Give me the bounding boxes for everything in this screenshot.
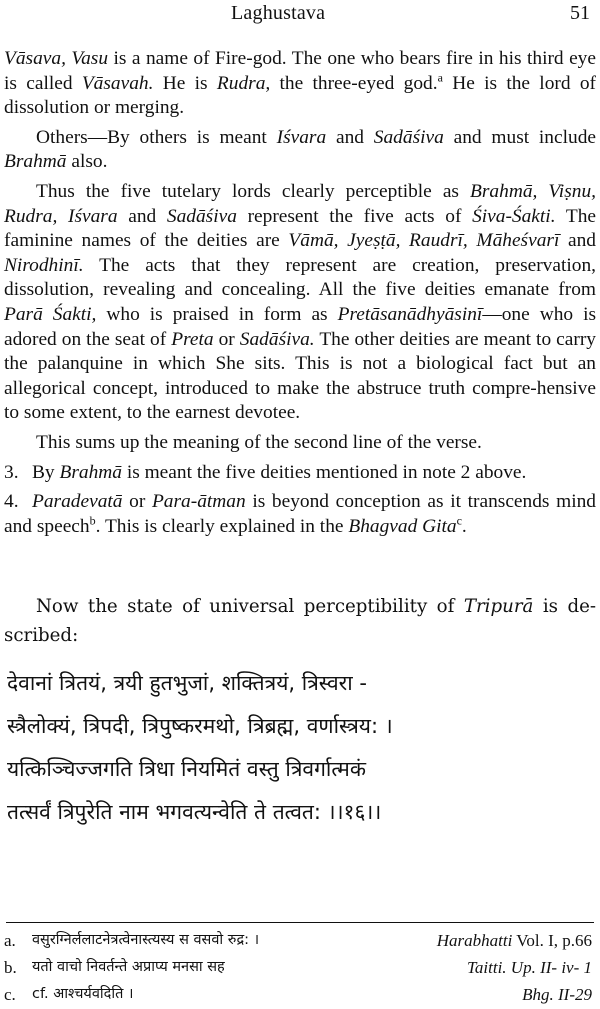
verse-introduction: Now the state of universal perceptibility of Tripurā is de-scribed: xyxy=(4,596,596,646)
term: Rudra, xyxy=(216,72,271,94)
paragraph-five-lords: Thus the five tutelary lords clearly perceptible as Brahmā, Viṣnu, Rudra, Iśvara and Sadāśiva represent the five acts of Śiva-Śakti. The faminine names of the deities are Vāmā, Jyeṣṭā, Raudrī, Māheśvarī and Nirodhinī. The acts that they represent are creation, preservation, dissolution, revealing and concealing. All the five deities emanate from Parā Śakti, who is praised in form as Pretāsanādhyāsinī—one who is adored on the seat of Preta or Sadāśiva. The other deities are meant to carry the palanquine in which She sits. This is not a biological fact but an allegorical concept, introduced to make the abstruce truth compre-hensive to some extent, to the earnest devotee. xyxy=(4,180,597,424)
verse-line: यत्किञ्चिज्जगति त्रिधा नियमितं वस्तु त्रिवर्गात्मकं xyxy=(7,757,366,781)
note-number: 4. xyxy=(4,491,19,513)
term: Brahmā xyxy=(59,461,122,483)
term: Sadāśiva. xyxy=(239,328,315,350)
term: Brahmā, Viṣnu, Rudra, Iśvara xyxy=(4,180,596,227)
verse-line: स्त्रैलोक्यं, त्रिपदी, त्रिपुष्करमथो, त्रिब्रह्म, वर्णास्त्रय: । xyxy=(7,714,393,738)
footnote-label: b. xyxy=(4,958,17,977)
term: Tripurā xyxy=(463,596,534,617)
term: Sadāśiva xyxy=(373,126,444,148)
footnote-label: a. xyxy=(4,931,16,950)
footnote-label: c. xyxy=(4,985,16,1004)
term: Paradevatā xyxy=(32,491,123,513)
term: Sadāśiva xyxy=(166,205,237,227)
footnote-ref-c: c xyxy=(456,513,462,528)
page-number: 51 xyxy=(570,2,590,24)
note-3: 3. By Brahmā is meant the five deities mentioned in note 2 above. xyxy=(4,461,596,486)
note-4: 4. Paradevatā or Para-ātman is beyond conception as it transcends mind and speech$^b$. This is clearly explained in the Bhagvad Gita$^c$. xyxy=(4,491,596,537)
page-header xyxy=(0,2,600,32)
term: Śiva-Śakti. xyxy=(472,205,556,227)
term: Brahmā xyxy=(4,151,67,173)
footnote-source: Taitti. Up. II- iv- 1 xyxy=(467,958,592,977)
paragraph-others: Others—By others is meant Iśvara and Sadāśiva and must include Brahmā also. xyxy=(4,126,596,173)
paragraph-vasava: Vāsava, Vasu is a name of Fire-god. The one who bears fire in his third eye is called Vāsavah. He is Rudra, the three-eyed god.$^a$ He is the lord of dissolution or merging. xyxy=(4,48,596,119)
footnote-divider xyxy=(6,922,594,923)
term: Vāmā, Jyeṣṭā, Raudrī, Māheśvarī xyxy=(288,230,560,252)
term: Nirodhinī. xyxy=(4,254,84,276)
term: Preta xyxy=(171,328,214,350)
commentary-body xyxy=(4,47,596,539)
footnote-source: Harabhatti Vol. I, p.66 xyxy=(436,931,592,950)
footnote-text: यतो वाचो निवर्तन्ते अप्राप्य मनसा सह xyxy=(32,959,225,975)
paragraph-summary: This sums up the meaning of the second line of the verse. xyxy=(36,431,482,453)
footnote-a xyxy=(4,927,596,954)
verse-line: देवानां त्रितयं, त्रयी हुतभुजां, शक्तित्रयं, त्रिस्वरा - xyxy=(7,671,367,695)
running-title: Laghustava xyxy=(231,2,326,24)
term: Para-ātman xyxy=(151,491,246,513)
sanskrit-verse xyxy=(7,662,597,834)
footnote-text: cf. आश्चर्यवदिति । xyxy=(32,986,134,1002)
footnotes xyxy=(4,927,596,1008)
footnote-ref-b: b xyxy=(89,513,96,528)
verse-line: तत्सर्वं त्रिपुरेति नाम भगवत्यन्वेति ते तत्वत: ।।१६।। xyxy=(7,800,382,824)
footnote-c xyxy=(4,981,596,1008)
term: Vāsavah. xyxy=(81,72,154,94)
footnote-ref-a: a xyxy=(437,70,443,85)
footnote-b xyxy=(4,954,596,981)
term: Parā Śakti, xyxy=(4,303,97,325)
term: Vāsava, Vasu xyxy=(4,48,109,69)
footnote-source: Bhg. II-29 xyxy=(522,985,592,1004)
term: Pretāsanādhyāsinī xyxy=(337,303,483,325)
footnote-text: वसुरग्निर्ललाटनेत्रत्वेनास्त्यस्य स वसवो रुद्र: । xyxy=(32,932,260,948)
note-number: 3. xyxy=(4,461,19,483)
term: Bhagvad Gita xyxy=(348,515,457,537)
term: Iśvara xyxy=(276,126,327,148)
